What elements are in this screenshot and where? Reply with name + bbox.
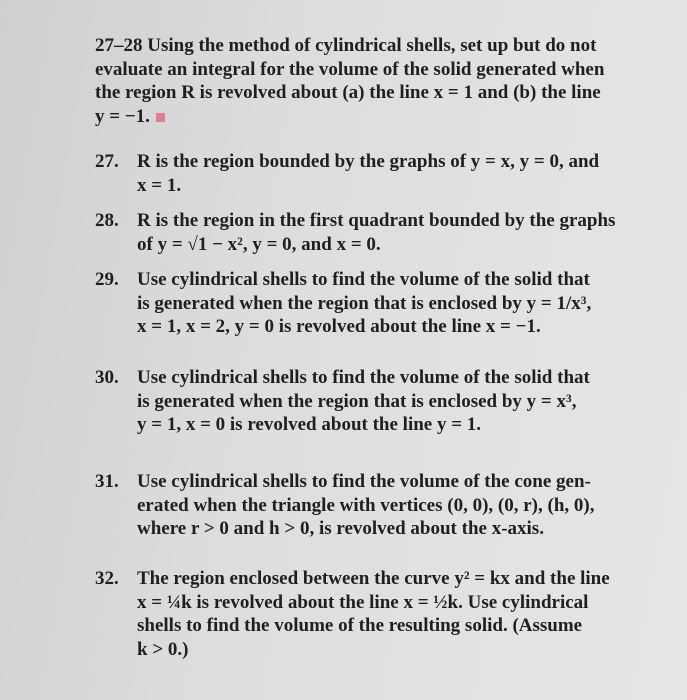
problem-27 <box>95 150 655 197</box>
problem-29 <box>95 268 655 339</box>
problem-text-line: R is the region in the first quadrant bounded by the graphs <box>137 210 616 231</box>
problem-text-line: is generated when the region that is enclosed by y = x³, <box>137 390 577 412</box>
problem-text-line: x = 1. <box>137 174 182 196</box>
problem-text-line: x = ¼k is revolved about the line x = ½k. Use cylindrical <box>137 591 589 613</box>
problem-28 <box>95 209 655 256</box>
problem-text-line: Use cylindrical shells to find the volume of the solid that <box>137 269 590 290</box>
problem-number: 27. <box>95 151 119 172</box>
instruction-line-4: y = −1. <box>95 105 150 127</box>
section-number: 27–28 <box>95 35 143 56</box>
problem-text-line: x = 1, x = 2, y = 0 is revolved about the line x = −1. <box>137 316 541 337</box>
problem-text-line: where r > 0 and h > 0, is revolved about the x-axis. <box>137 518 544 539</box>
instruction-line-2: evaluate an integral for the volume of the solid generated when <box>95 58 605 80</box>
problem-number: 28. <box>95 210 119 231</box>
problem-text-line: The region enclosed between the curve y² = kx and the line <box>137 568 610 589</box>
problem-text-line: is generated when the region that is enclosed by y = 1/x³, <box>137 292 592 314</box>
problem-number: 29. <box>95 269 119 290</box>
problem-30 <box>95 366 655 437</box>
problem-text-line: erated when the triangle with vertices (0, 0), (0, r), (h, 0), <box>137 494 595 516</box>
problem-number: 31. <box>95 471 119 492</box>
end-marker-icon <box>156 113 165 122</box>
problem-text-line: Use cylindrical shells to find the volume of the solid that <box>137 367 590 388</box>
instruction-line-3: the region R is revolved about (a) the line x = 1 and (b) the line <box>95 82 601 103</box>
problem-number: 30. <box>95 367 119 388</box>
problem-32 <box>95 567 655 661</box>
section-instructions <box>95 34 655 128</box>
problem-text-line: shells to find the volume of the resulting solid. (Assume <box>137 615 583 636</box>
problem-text-line: k > 0.) <box>137 638 189 660</box>
problem-number: 32. <box>95 568 119 589</box>
instruction-line-1: Using the method of cylindrical shells, set up but do not <box>147 35 597 56</box>
problem-text-line: Use cylindrical shells to find the volume of the cone gen- <box>137 471 591 492</box>
problem-text-line: y = 1, x = 0 is revolved about the line y = 1. <box>137 414 482 435</box>
problem-text-line: of y = √1 − x², y = 0, and x = 0. <box>137 233 381 255</box>
problem-31 <box>95 470 655 541</box>
problem-text-line: R is the region bounded by the graphs of y = x, y = 0, and <box>137 151 600 172</box>
